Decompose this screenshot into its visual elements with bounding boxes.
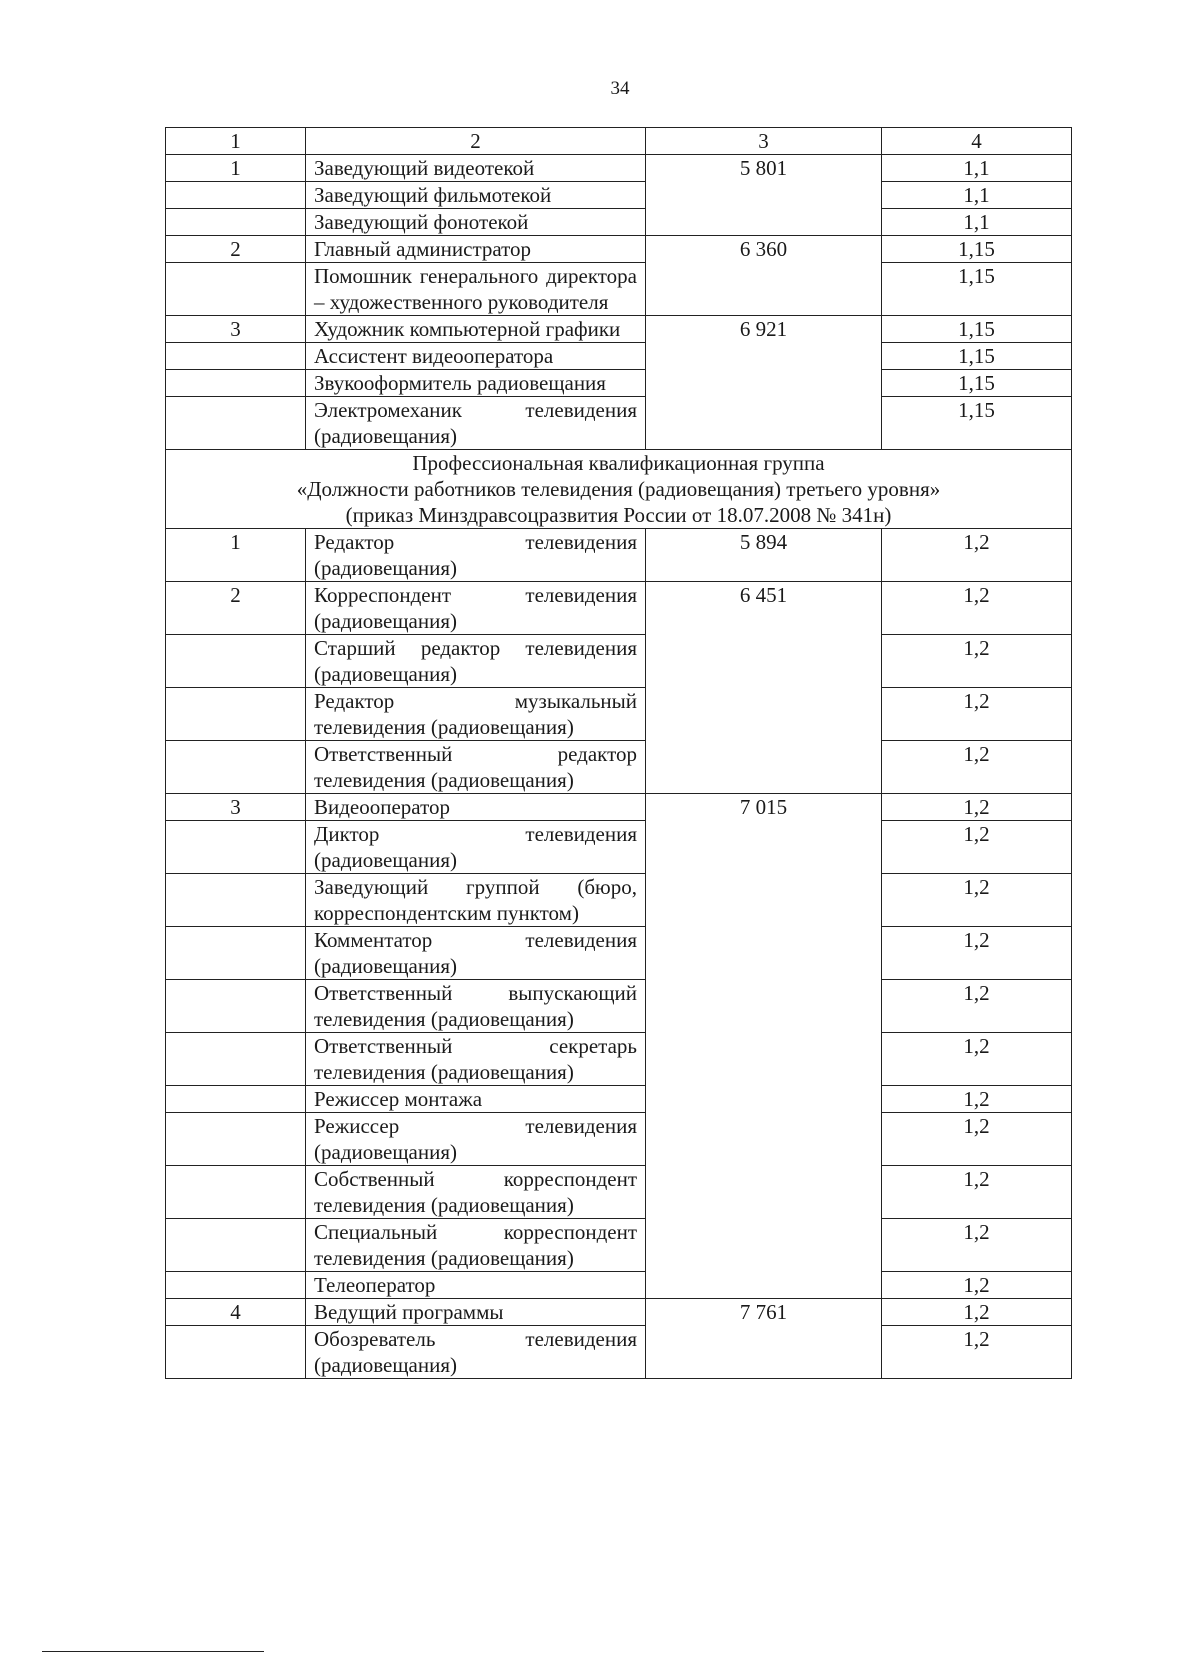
row-number	[166, 1166, 306, 1219]
row-number	[166, 821, 306, 874]
job-title: Заведующий фонотекой	[306, 209, 646, 236]
coefficient: 1,1	[882, 155, 1072, 182]
table-row	[166, 688, 1072, 741]
coefficient: 1,2	[882, 635, 1072, 688]
row-number	[166, 635, 306, 688]
table-row	[166, 794, 1072, 821]
job-title: Редактор музыкальный телевидения (радиовещания)	[306, 688, 646, 741]
coefficient: 1,15	[882, 397, 1072, 450]
job-title: Собственный корреспондент телевидения (радиовещания)	[306, 1166, 646, 1219]
table-row	[166, 182, 1072, 209]
group-heading	[166, 450, 1072, 529]
job-title: Комментатор телевидения (радиовещания)	[306, 927, 646, 980]
job-title: Диктор телевидения (радиовещания)	[306, 821, 646, 874]
footnote-rule	[42, 1651, 264, 1652]
table-header-row	[166, 128, 1072, 155]
row-number: 3	[166, 794, 306, 821]
coefficient: 1,2	[882, 688, 1072, 741]
coefficient: 1,2	[882, 582, 1072, 635]
row-number: 2	[166, 582, 306, 635]
job-title: Ассистент видеооператора	[306, 343, 646, 370]
row-number	[166, 980, 306, 1033]
coefficient: 1,2	[882, 1113, 1072, 1166]
row-number: 1	[166, 155, 306, 182]
coefficient: 1,2	[882, 821, 1072, 874]
row-number	[166, 1113, 306, 1166]
base-salary: 6 451	[646, 582, 882, 794]
base-salary: 5 894	[646, 529, 882, 582]
job-title: Режиссер телевидения (радиовещания)	[306, 1113, 646, 1166]
coefficient: 1,2	[882, 1219, 1072, 1272]
row-number	[166, 1086, 306, 1113]
job-title: Электромеханик телевидения (радиовещания)	[306, 397, 646, 450]
table-row	[166, 635, 1072, 688]
coefficient: 1,15	[882, 263, 1072, 316]
row-number	[166, 182, 306, 209]
row-number: 3	[166, 316, 306, 343]
table-row	[166, 582, 1072, 635]
base-salary: 7 761	[646, 1299, 882, 1379]
job-title: Ведущий программы	[306, 1299, 646, 1326]
job-title: Редактор телевидения (радиовещания)	[306, 529, 646, 582]
job-title: Звукооформитель радиовещания	[306, 370, 646, 397]
row-number: 2	[166, 236, 306, 263]
group-heading-line: «Должности работников телевидения (радиовещания) третьего уровня»	[296, 477, 941, 501]
coefficient: 1,15	[882, 343, 1072, 370]
page-number: 34	[610, 78, 630, 99]
table-row	[166, 263, 1072, 316]
coefficient: 1,1	[882, 209, 1072, 236]
row-number: 4	[166, 1299, 306, 1326]
table-row	[166, 155, 1072, 182]
job-title: Обозреватель телевидения (радиовещания)	[306, 1326, 646, 1379]
coefficient: 1,2	[882, 1299, 1072, 1326]
job-title: Старший редактор телевидения (радиовещания)	[306, 635, 646, 688]
table-row	[166, 1166, 1072, 1219]
coefficient: 1,15	[882, 236, 1072, 263]
job-title: Телеоператор	[306, 1272, 646, 1299]
coefficient: 1,15	[882, 316, 1072, 343]
coefficient: 1,2	[882, 1326, 1072, 1379]
coefficient: 1,2	[882, 1033, 1072, 1086]
job-title: Видеооператор	[306, 794, 646, 821]
row-number	[166, 927, 306, 980]
table-row	[166, 1272, 1072, 1299]
table-row	[166, 1033, 1072, 1086]
table-row	[166, 316, 1072, 343]
coefficient: 1,2	[882, 927, 1072, 980]
coefficient: 1,15	[882, 370, 1072, 397]
header-cell: 1	[166, 128, 306, 155]
coefficient: 1,2	[882, 980, 1072, 1033]
row-number	[166, 874, 306, 927]
job-title: Заведующий фильмотекой	[306, 182, 646, 209]
row-number	[166, 1272, 306, 1299]
table-row	[166, 397, 1072, 450]
job-title: Художник компьютерной графики	[306, 316, 646, 343]
job-title: Ответственный редактор телевидения (радиовещания)	[306, 741, 646, 794]
table-row	[166, 1219, 1072, 1272]
table-row	[166, 980, 1072, 1033]
job-title: Ответственный выпускающий телевидения (радиовещания)	[306, 980, 646, 1033]
group-heading-line: Профессиональная квалификационная группа	[412, 451, 825, 475]
job-title: Помошник генерального директора – художественного руководителя	[306, 263, 646, 316]
table-row	[166, 741, 1072, 794]
table-row	[166, 927, 1072, 980]
coefficient: 1,2	[882, 741, 1072, 794]
row-number: 1	[166, 529, 306, 582]
row-number	[166, 1219, 306, 1272]
job-title: Ответственный секретарь телевидения (радиовещания)	[306, 1033, 646, 1086]
table-row	[166, 1086, 1072, 1113]
table-row	[166, 343, 1072, 370]
table-row	[166, 209, 1072, 236]
base-salary: 6 360	[646, 236, 882, 316]
header-cell: 2	[306, 128, 646, 155]
coefficient: 1,2	[882, 1086, 1072, 1113]
coefficient: 1,2	[882, 874, 1072, 927]
row-number	[166, 1033, 306, 1086]
job-title: Заведующий видеотекой	[306, 155, 646, 182]
job-title: Корреспондент телевидения (радиовещания)	[306, 582, 646, 635]
table-row	[166, 1299, 1072, 1326]
table-row	[166, 1113, 1072, 1166]
table-row	[166, 236, 1072, 263]
row-number	[166, 688, 306, 741]
job-title: Режиссер монтажа	[306, 1086, 646, 1113]
table-row	[166, 874, 1072, 927]
base-salary: 5 801	[646, 155, 882, 236]
row-number	[166, 1326, 306, 1379]
coefficient: 1,2	[882, 529, 1072, 582]
table-row	[166, 821, 1072, 874]
header-cell: 3	[646, 128, 882, 155]
table-row	[166, 529, 1072, 582]
coefficient: 1,2	[882, 1166, 1072, 1219]
row-number	[166, 209, 306, 236]
salary-table	[165, 127, 1072, 1379]
job-title: Специальный корреспондент телевидения (радиовещания)	[306, 1219, 646, 1272]
group-heading-line: (приказ Минздравсоцразвития России от 18.07.2008 № 341н)	[345, 503, 892, 527]
coefficient: 1,2	[882, 1272, 1072, 1299]
row-number	[166, 343, 306, 370]
coefficient: 1,2	[882, 794, 1072, 821]
group-row	[166, 450, 1072, 529]
base-salary: 6 921	[646, 316, 882, 450]
coefficient: 1,1	[882, 182, 1072, 209]
table-row	[166, 1326, 1072, 1379]
table-row	[166, 370, 1072, 397]
job-title: Заведующий группой (бюро, корреспондентским пунктом)	[306, 874, 646, 927]
row-number	[166, 370, 306, 397]
header-cell: 4	[882, 128, 1072, 155]
row-number	[166, 397, 306, 450]
row-number	[166, 741, 306, 794]
base-salary: 7 015	[646, 794, 882, 1299]
job-title: Главный администратор	[306, 236, 646, 263]
row-number	[166, 263, 306, 316]
